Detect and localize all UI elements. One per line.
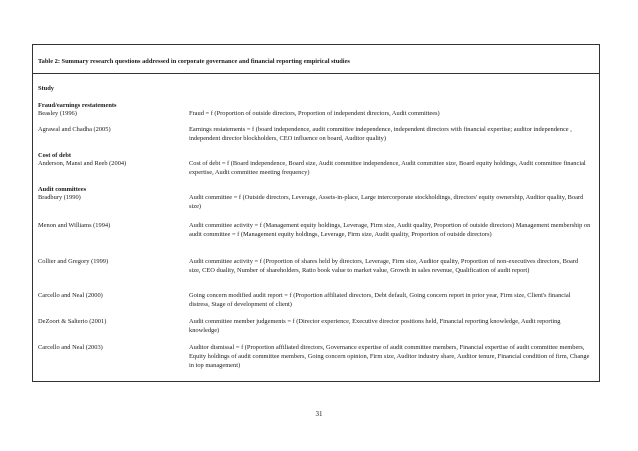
section-title: Fraud/earnings restatements — [38, 102, 117, 109]
research-question: Cost of debt = f (Board independence, Board size, Audit committee independence, Audit committee size, Board equity holdings, Audit committee financial expertise, Audit committee meeting frequency) — [189, 160, 586, 176]
summary-table — [32, 44, 600, 382]
research-question: Auditor dismissal = f (Proportion affiliated directors, Governance expertise of audit committee members, Financial expertise of audit committee members, Equity holdings of audit committee members, Going concern opinion, Firm size, Auditor industry share, Auditor tenure, Financial condition of firm, Change in top management) — [189, 344, 590, 369]
study-name: Collier and Gregory (1999) — [38, 258, 109, 265]
caption-divider — [33, 73, 599, 74]
study-name: Carcello and Neal (2003) — [38, 344, 103, 351]
study-name: DeZoort & Salterio (2001) — [38, 318, 107, 325]
column-header-study: Study — [38, 85, 54, 92]
research-question: Earnings restatements = f (board independence, audit committee independence, independent directors with financial expertise; auditor independence , independent director blockholders, CEO influence on board, Auditor quality) — [189, 126, 572, 142]
study-name: Bradbury (1990) — [38, 194, 81, 201]
section-title: Audit committees — [38, 186, 87, 193]
page-number: 31 — [315, 410, 323, 418]
research-question: Audit committee = f (Outside directors, Leverage, Assets-in-place, Large intercorporate stockholdings, directors' equity ownership, Auditor quality, Board size) — [189, 194, 584, 210]
research-question: Audit committee activity = f (Proportion of shares held by directors, Leverage, Firm size, Auditor quality, Proportion of non-executives directors, Board size, CEO duality, Number of shareholders, Ratio book value to market value, Growth in sales revenue, Qualification of audit report) — [189, 258, 579, 274]
research-question: Audit committee member judgements = f (Director experience, Executive director positions held, Financial reporting knowledge, Audit reporting knowledge) — [189, 318, 561, 334]
study-name: Agrawal and Chadha (2005) — [38, 126, 111, 133]
research-question: Fraud = f (Proportion of outside directors, Proportion of independent directors, Audit committees) — [189, 110, 440, 117]
section-title: Cost of debt — [38, 152, 72, 159]
study-name: Menon and Williams (1994) — [38, 222, 111, 229]
research-question: Going concern modified audit report = f (Proportion affiliated directors, Debt default, Going concern report in prior year, Firm size, Client's financial distress, Stage of development of client) — [189, 292, 571, 308]
study-name: Beasley (1996) — [38, 110, 77, 117]
study-name: Carcello and Neal (2000) — [38, 292, 103, 299]
research-question: Audit committee activity = f (Management equity holdings, Leverage, Firm size, Audit quality, Proportion of outside directors) Management membership on audit committee = f (Management equity holdings, Leverage, Firm size, Audit quality, Proportion of outside directors) — [189, 222, 591, 238]
study-name: Anderson, Mansi and Reeb (2004) — [38, 160, 127, 167]
table-caption: Table 2: Summary research questions addressed in corporate governance and financial reporting empirical studies — [38, 58, 350, 65]
